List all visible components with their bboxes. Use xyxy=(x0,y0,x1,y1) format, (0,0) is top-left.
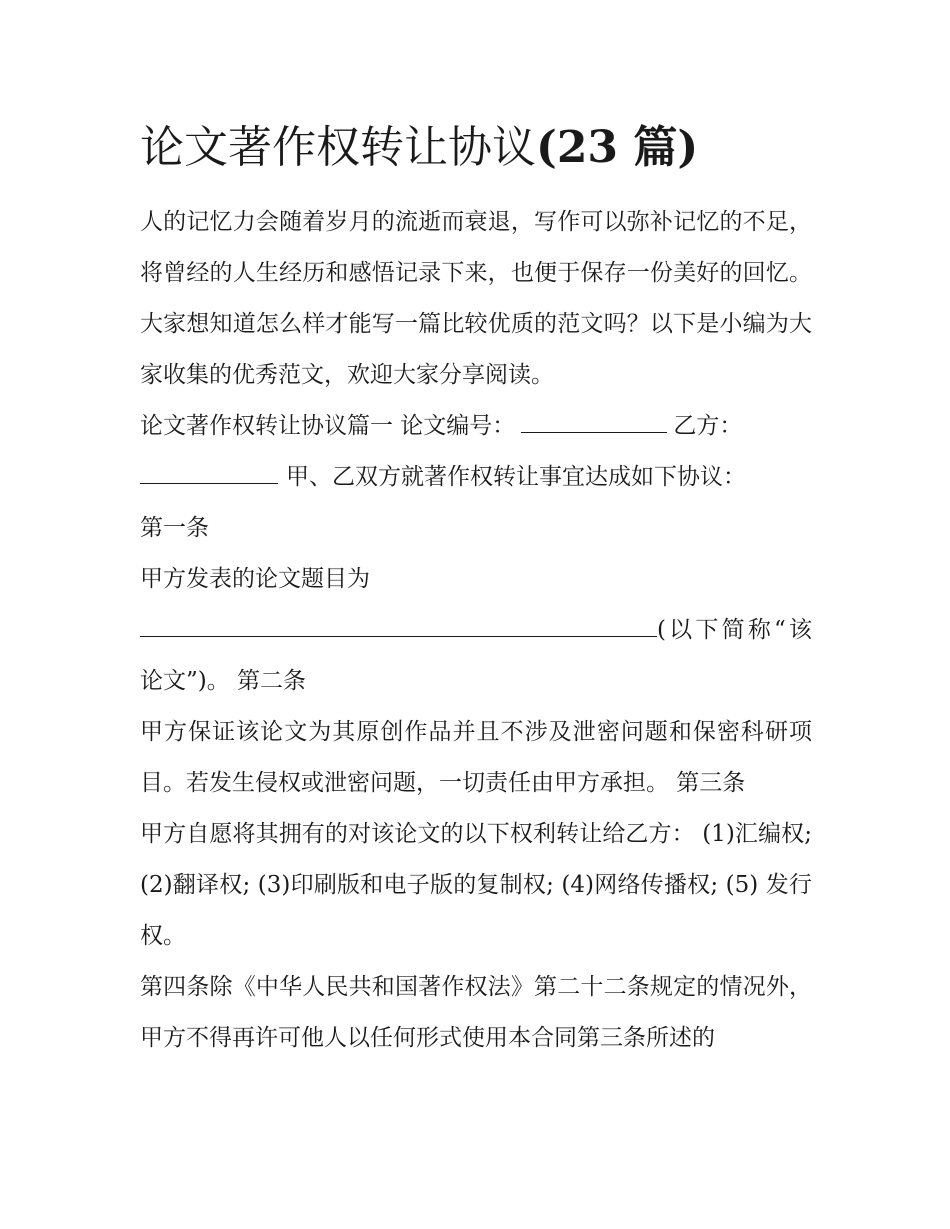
paper-title-blank xyxy=(140,618,657,637)
article-1-continuation xyxy=(140,605,812,707)
paper-number-blank xyxy=(521,414,667,433)
article-1-text: 甲方发表的论文题目为 xyxy=(140,566,370,592)
article-1-heading: 第一条 xyxy=(140,515,209,541)
paper-number-label: 论文著作权转让协议篇一 论文编号： xyxy=(140,413,516,439)
title-main: 论文著作权转让协议 xyxy=(140,122,536,173)
agreement-preamble: 甲、乙双方就著作权转让事宜达成如下协议： xyxy=(286,464,746,490)
party-b-blank xyxy=(140,465,278,484)
document-title xyxy=(140,112,812,184)
party-b-label: 乙方： xyxy=(673,413,743,439)
article-2-text: 甲方保证该论文为其原创作品并且不涉及泄密问题和保密科研项目。若发生侵权或泄密问题，一切责任由甲方承担。 第三条 xyxy=(140,719,812,796)
intro-paragraph: 人的记忆力会随着岁月的流逝而衰退，写作可以弥补记忆的不足，将曾经的人生经历和感悟记录下来，也便于保存一份美好的回忆。大家想知道怎么样才能写一篇比较优质的范文吗？以下是小编为大家收集的优秀范文，欢迎大家分享阅读。 xyxy=(140,209,812,388)
title-suffix: (23 篇) xyxy=(536,122,699,173)
article-4-text: 第四条除《中华人民共和国著作权法》第二十二条规定的情况外，甲方不得再许可他人以任何形式使用本合同第三条所述的 xyxy=(140,974,812,1051)
agreement-header-paragraph xyxy=(140,401,812,503)
article-3-text: 甲方自愿将其拥有的对该论文的以下权利转让给乙方： (1)汇编权; (2)翻译权; (3)印刷版和电子版的复制权; (4)网络传播权; (5) 发行权。 xyxy=(140,821,812,949)
article-1-cont-text: (以下简称“该论文”)。 第二条 xyxy=(140,617,812,694)
document-body xyxy=(140,112,812,1064)
